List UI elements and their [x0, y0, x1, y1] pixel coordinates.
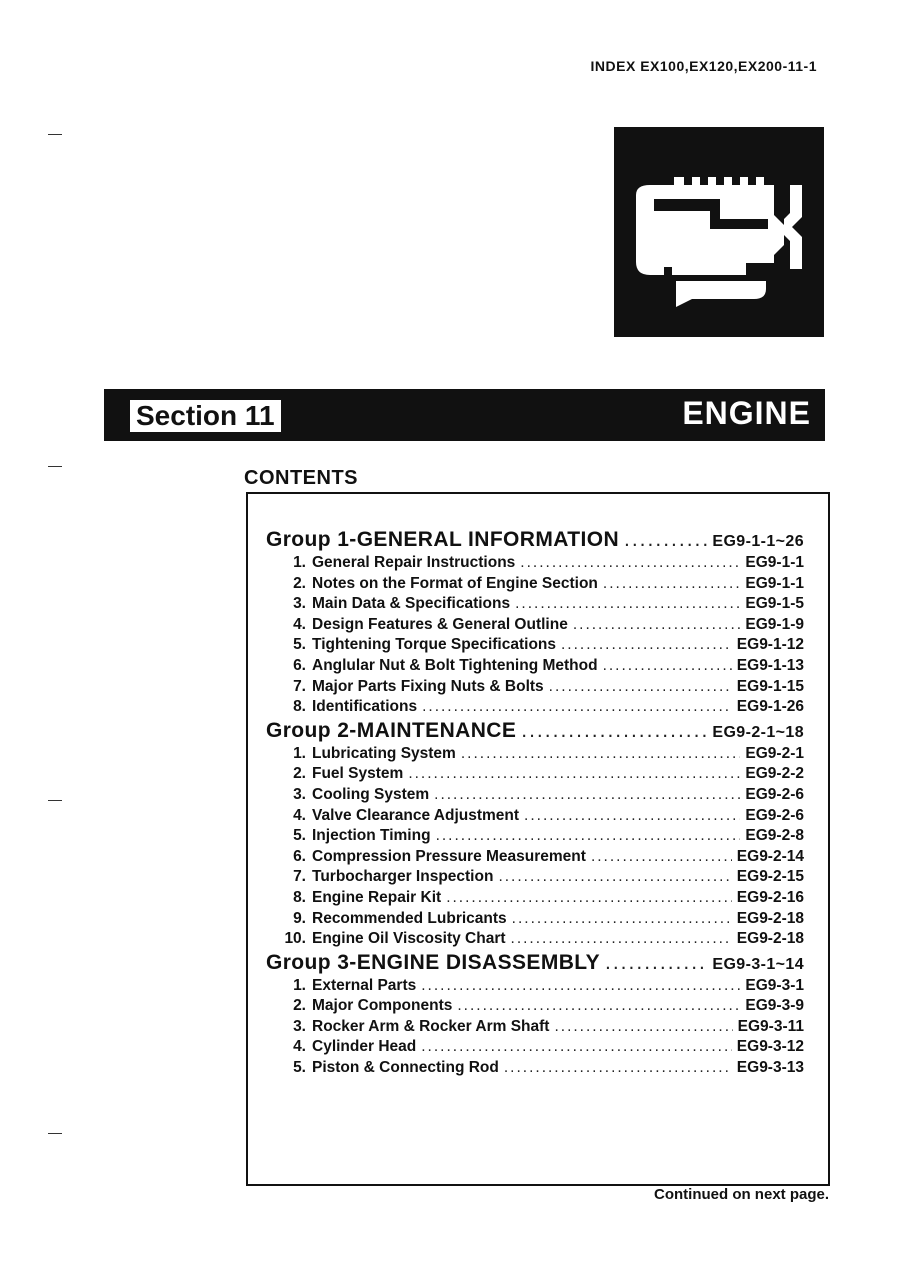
- item-number: 6.: [293, 656, 306, 674]
- dot-leader: [554, 1018, 732, 1036]
- item-title: Fuel System: [312, 765, 404, 783]
- item-number: 1.: [293, 976, 306, 994]
- item-number: 2.: [293, 997, 306, 1015]
- dot-leader: [422, 698, 732, 716]
- item-number: 7.: [293, 677, 306, 695]
- section-label: Section 11: [128, 398, 283, 434]
- toc-item[interactable]: [266, 595, 804, 616]
- dot-leader: [603, 657, 732, 675]
- dot-leader: [524, 807, 740, 825]
- item-number: 5.: [293, 636, 306, 654]
- toc-item[interactable]: [266, 1018, 804, 1039]
- item-title: Piston & Connecting Rod: [312, 1059, 499, 1077]
- toc-item[interactable]: [266, 1038, 804, 1059]
- item-page: EG9-2-6: [745, 806, 804, 824]
- item-number: 7.: [293, 868, 306, 886]
- item-number: 9.: [293, 909, 306, 927]
- dot-leader: [421, 1038, 732, 1056]
- item-title: Engine Repair Kit: [312, 888, 442, 906]
- item-page: EG9-2-18: [736, 930, 804, 948]
- item-page: EG9-2-2: [745, 765, 804, 783]
- dot-leader: [549, 678, 732, 696]
- continued-note: Continued on next page.: [654, 1186, 829, 1203]
- toc-group-heading[interactable]: [266, 951, 804, 977]
- page-header-ref: INDEX EX100,EX120,EX200-11-1: [590, 58, 817, 74]
- toc-item[interactable]: [266, 575, 804, 596]
- item-page: EG9-2-6: [745, 785, 804, 803]
- item-page: EG9-1-9: [745, 615, 804, 633]
- margin-tick: [48, 1133, 62, 1134]
- toc-item[interactable]: [266, 1059, 804, 1080]
- item-number: 3.: [293, 785, 306, 803]
- toc-item[interactable]: [266, 657, 804, 678]
- item-title: External Parts: [312, 976, 417, 994]
- item-number: 8.: [293, 888, 306, 906]
- item-number: 2.: [293, 765, 306, 783]
- item-number: 4.: [293, 615, 306, 633]
- contents-box: [246, 492, 830, 1186]
- item-page: EG9-3-1: [745, 976, 804, 994]
- item-number: 6.: [293, 847, 306, 865]
- item-page: EG9-1-26: [736, 698, 804, 716]
- dot-leader: [436, 827, 741, 845]
- item-page: EG9-2-1: [745, 744, 804, 762]
- item-title: Identifications: [312, 698, 418, 716]
- toc-group-heading[interactable]: [266, 719, 804, 745]
- item-number: 4.: [293, 1038, 306, 1056]
- toc-item[interactable]: [266, 698, 804, 719]
- item-page: EG9-1-1: [745, 574, 804, 592]
- item-page: EG9-3-9: [745, 997, 804, 1015]
- item-title: Major Components: [312, 997, 453, 1015]
- item-page: EG9-1-15: [736, 677, 804, 695]
- dot-leader: [515, 595, 740, 613]
- toc-item[interactable]: [266, 997, 804, 1018]
- margin-tick: [48, 800, 62, 801]
- item-title: Lubricating System: [312, 744, 456, 762]
- toc-item[interactable]: [266, 910, 804, 931]
- dot-leader: [498, 868, 731, 886]
- contents-heading: CONTENTS: [244, 467, 358, 489]
- item-number: 5.: [293, 1059, 306, 1077]
- dot-leader: [591, 848, 732, 866]
- item-title: Cylinder Head: [312, 1038, 417, 1056]
- item-page: EG9-2-15: [736, 868, 804, 886]
- item-page: EG9-1-12: [736, 636, 804, 654]
- toc-item[interactable]: [266, 616, 804, 637]
- dot-leader: [605, 951, 707, 975]
- item-number: 3.: [293, 595, 306, 613]
- item-title: General Repair Instructions: [312, 554, 516, 571]
- item-title: Injection Timing: [312, 827, 431, 845]
- toc-item[interactable]: [266, 977, 804, 998]
- item-number: 1.: [293, 744, 306, 762]
- dot-leader: [434, 786, 740, 804]
- dot-leader: [521, 719, 707, 743]
- toc-group-heading[interactable]: [266, 528, 804, 554]
- item-title: Notes on the Format of Engine Section: [312, 574, 598, 592]
- group-title: Group 1-GENERAL INFORMATION: [266, 528, 620, 551]
- item-page: EG9-1-5: [745, 595, 804, 613]
- item-page: EG9-3-13: [736, 1059, 804, 1077]
- item-title: Cooling System: [312, 785, 430, 803]
- dot-leader: [603, 575, 741, 593]
- item-title: Valve Clearance Adjustment: [312, 806, 520, 824]
- toc-item[interactable]: [266, 807, 804, 828]
- toc-item[interactable]: [266, 678, 804, 699]
- section-title: ENGINE: [682, 395, 811, 431]
- toc-item[interactable]: [266, 930, 804, 951]
- toc-item[interactable]: [266, 786, 804, 807]
- dot-leader: [446, 889, 732, 907]
- margin-tick: [48, 466, 62, 467]
- item-title: Turbocharger Inspection: [312, 868, 494, 886]
- item-page: EG9-1-1: [745, 554, 804, 571]
- item-page: EG9-2-18: [736, 909, 804, 927]
- item-title: Design Features & General Outline: [312, 615, 568, 633]
- item-page: EG9-3-11: [737, 1017, 804, 1035]
- dot-leader: [457, 997, 740, 1015]
- item-title: Major Parts Fixing Nuts & Bolts: [312, 677, 544, 695]
- item-number: 2.: [293, 574, 306, 592]
- item-number: 4.: [293, 806, 306, 824]
- group-page-range: EG9-2-1~18: [712, 723, 804, 741]
- table-of-contents: [266, 528, 804, 1080]
- item-title: Main Data & Specifications: [312, 595, 511, 613]
- item-title: Engine Oil Viscosity Chart: [312, 930, 506, 948]
- dot-leader: [504, 1059, 732, 1077]
- dot-leader: [561, 636, 732, 654]
- dot-leader: [421, 977, 740, 995]
- item-title: Tightening Torque Specifications: [312, 636, 556, 654]
- dot-leader: [511, 930, 732, 948]
- item-page: EG9-2-8: [745, 827, 804, 845]
- section-banner: [104, 389, 825, 441]
- toc-item[interactable]: [266, 554, 804, 575]
- item-number: 3.: [293, 1017, 306, 1035]
- toc-item[interactable]: [266, 868, 804, 889]
- item-number: 5.: [293, 827, 306, 845]
- toc-item[interactable]: [266, 636, 804, 657]
- toc-item[interactable]: [266, 765, 804, 786]
- item-page: EG9-2-14: [736, 847, 804, 865]
- item-page: EG9-1-13: [736, 656, 804, 674]
- item-number: 8.: [293, 698, 306, 716]
- group-title: Group 3-ENGINE DISASSEMBLY: [266, 950, 601, 974]
- item-title: Anglular Nut & Bolt Tightening Method: [312, 656, 598, 674]
- item-number: 10.: [284, 930, 306, 948]
- group-page-range: EG9-3-1~14: [712, 955, 804, 973]
- engine-icon: [614, 127, 824, 337]
- dot-leader: [512, 910, 732, 928]
- toc-item[interactable]: [266, 889, 804, 910]
- dot-leader: [520, 554, 740, 572]
- item-title: Compression Pressure Measurement: [312, 847, 586, 865]
- item-title: Recommended Lubricants: [312, 909, 507, 927]
- dot-leader: [408, 765, 740, 783]
- dot-leader: [624, 528, 707, 552]
- item-number: 1.: [293, 554, 306, 571]
- group-page-range: EG9-1-1~26: [712, 533, 804, 550]
- toc-item[interactable]: [266, 745, 804, 766]
- toc-item[interactable]: [266, 827, 804, 848]
- dot-leader: [573, 616, 741, 634]
- group-title: Group 2-MAINTENANCE: [266, 718, 517, 742]
- toc-item[interactable]: [266, 848, 804, 869]
- item-title: Rocker Arm & Rocker Arm Shaft: [312, 1017, 550, 1035]
- item-page: EG9-3-12: [736, 1038, 804, 1056]
- margin-tick: [48, 134, 62, 135]
- item-page: EG9-2-16: [736, 888, 804, 906]
- dot-leader: [461, 745, 741, 763]
